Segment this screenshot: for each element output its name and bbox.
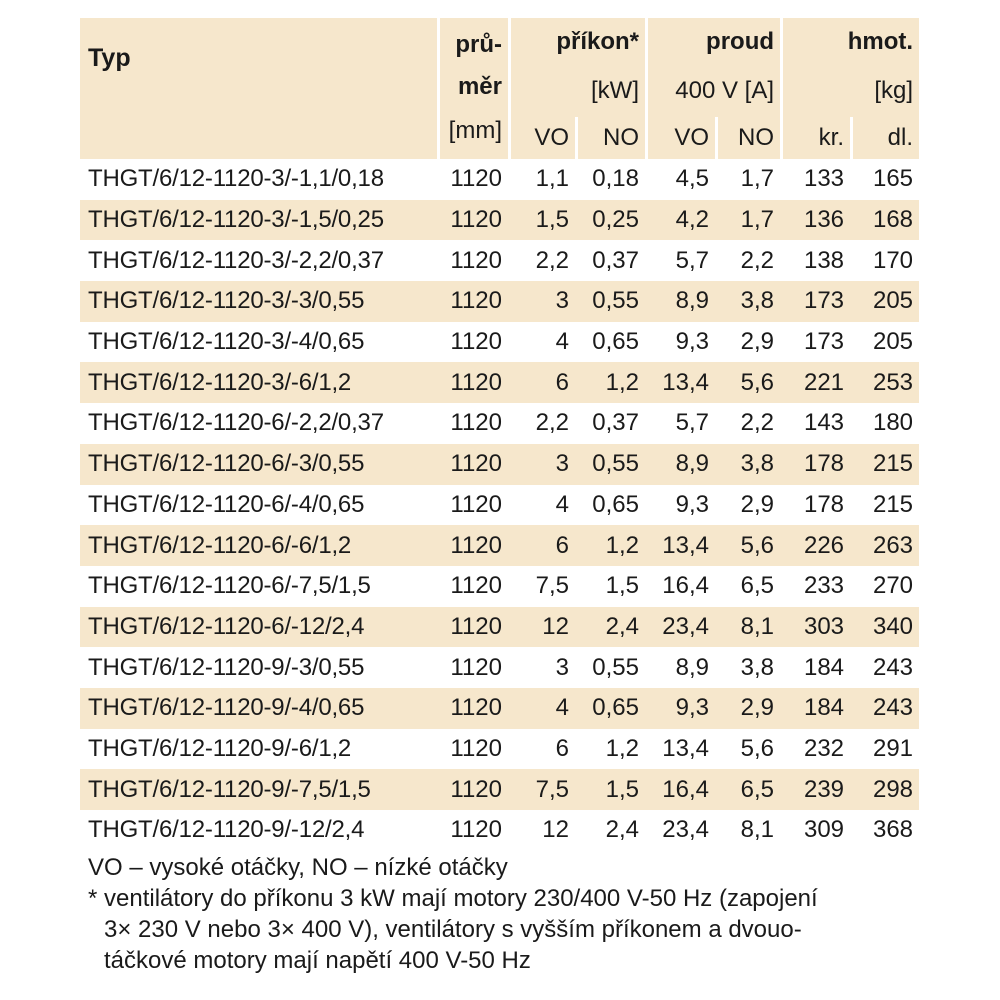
cell-hmot-kr: 303 (780, 607, 850, 648)
cell-prikon-vo: 4 (508, 688, 575, 729)
cell-prumer: 1120 (437, 688, 508, 729)
cell-proud-no: 2,2 (740, 246, 775, 274)
header-sub-hmot-kr: kr. (780, 117, 850, 159)
cell-prikon-vo: 3 (508, 281, 575, 322)
cell-prikon-vo: 1,1 (535, 165, 569, 193)
cell-prumer: 1120 (437, 200, 508, 241)
cell-prumer: 1120 (437, 769, 508, 810)
cell-proud-vo: 9,3 (645, 688, 715, 729)
cell-prikon-vo: 12 (508, 607, 575, 648)
cell-hmot-kr: 232 (803, 734, 845, 762)
cell-prikon-vo: 7,5 (508, 769, 575, 810)
cell-prikon-vo: 6 (555, 734, 569, 762)
cell-prikon-no: 0,18 (592, 165, 639, 193)
cell-proud-no: 5,6 (740, 734, 775, 762)
cell-proud-vo: 23,4 (662, 816, 709, 844)
cell-hmot-dl: 170 (872, 246, 914, 274)
cell-hmot-kr: 136 (780, 200, 850, 241)
cell-prikon-vo: 2,2 (535, 246, 569, 274)
cell-hmot-kr: 221 (780, 362, 850, 403)
table-row (80, 647, 919, 688)
cell-proud-no: 8,1 (715, 607, 780, 648)
footnotes (88, 852, 928, 976)
table-row (80, 525, 919, 566)
cell-prumer: 1120 (450, 409, 502, 437)
cell-prikon-no: 1,5 (575, 769, 645, 810)
note-power-line3: táčkové motory mají napětí 400 V-50 Hz (104, 947, 531, 974)
cell-prikon-vo: 1,5 (508, 200, 575, 241)
cell-prikon-vo: 12 (542, 816, 569, 844)
table-body (80, 159, 919, 851)
cell-prikon-no: 1,2 (605, 734, 639, 762)
cell-proud-vo: 23,4 (645, 607, 715, 648)
cell-typ: THGT/6/12-1120-9/-4/0,65 (80, 688, 437, 729)
header-hmot: hmot. (780, 18, 919, 73)
cell-typ: THGT/6/12-1120-3/-6/1,2 (80, 362, 437, 403)
note-power-line1: * ventilátory do příkonu 3 kW mají motory 230/400 V-50 Hz (zapojení (88, 885, 818, 912)
cell-proud-vo: 8,9 (645, 444, 715, 485)
cell-proud-no: 8,1 (740, 816, 775, 844)
cell-typ: THGT/6/12-1120-6/-3/0,55 (80, 444, 437, 485)
cell-hmot-dl: 243 (872, 653, 914, 681)
table-row (80, 729, 919, 770)
cell-prumer: 1120 (450, 653, 502, 681)
cell-typ: THGT/6/12-1120-6/-2,2/0,37 (88, 409, 384, 437)
table-row (80, 566, 919, 607)
cell-hmot-kr: 173 (803, 328, 845, 356)
cell-proud-no: 6,5 (715, 769, 780, 810)
header-prikon: příkon* (508, 18, 645, 73)
cell-typ: THGT/6/12-1120-6/-6/1,2 (80, 525, 437, 566)
cell-prikon-no: 0,55 (575, 281, 645, 322)
cell-proud-vo: 9,3 (675, 328, 709, 356)
header-hmot-unit: [kg] (780, 73, 919, 117)
cell-hmot-dl: 215 (850, 444, 919, 485)
cell-proud-vo: 5,7 (675, 246, 709, 274)
cell-prumer: 1120 (437, 281, 508, 322)
cell-typ: THGT/6/12-1120-3/-1,5/0,25 (80, 200, 437, 241)
cell-prikon-no: 2,4 (605, 816, 639, 844)
cell-prikon-vo: 6 (508, 362, 575, 403)
cell-hmot-dl: 243 (850, 688, 919, 729)
cell-prumer: 1120 (450, 246, 502, 274)
note-abbreviations: VO – vysoké otáčky, NO – nízké otáčky (88, 854, 508, 881)
cell-typ: THGT/6/12-1120-6/-7,5/1,5 (88, 572, 371, 600)
cell-prumer: 1120 (437, 525, 508, 566)
cell-hmot-dl: 253 (850, 362, 919, 403)
header-prikon-unit: [kW] (508, 73, 645, 117)
header-sub-proud-vo: VO (645, 117, 715, 159)
table-row (80, 403, 919, 444)
table-row (80, 200, 919, 241)
cell-prumer: 1120 (437, 362, 508, 403)
cell-proud-no: 3,8 (715, 444, 780, 485)
cell-prikon-no: 0,37 (592, 409, 639, 437)
cell-prikon-no: 2,4 (575, 607, 645, 648)
cell-hmot-kr: 226 (780, 525, 850, 566)
cell-prikon-vo: 6 (508, 525, 575, 566)
table-row (80, 810, 919, 851)
table-row (80, 444, 919, 485)
cell-proud-no: 2,9 (715, 688, 780, 729)
cell-proud-no: 2,9 (740, 490, 775, 518)
cell-prikon-no: 1,2 (575, 362, 645, 403)
cell-hmot-kr: 233 (803, 572, 845, 600)
cell-hmot-dl: 298 (850, 769, 919, 810)
cell-hmot-dl: 263 (850, 525, 919, 566)
cell-hmot-dl: 165 (872, 165, 914, 193)
header-proud: proud (645, 18, 780, 73)
cell-hmot-dl: 340 (850, 607, 919, 648)
cell-typ: THGT/6/12-1120-9/-7,5/1,5 (80, 769, 437, 810)
cell-prikon-vo: 4 (555, 328, 569, 356)
table-row (80, 281, 919, 322)
cell-hmot-dl: 168 (850, 200, 919, 241)
cell-prumer: 1120 (450, 165, 502, 193)
cell-prikon-no: 0,65 (592, 490, 639, 518)
cell-prikon-no: 0,55 (575, 444, 645, 485)
cell-hmot-dl: 205 (872, 328, 914, 356)
cell-hmot-dl: 215 (872, 490, 914, 518)
header-proud-unit: 400 V [A] (645, 73, 780, 117)
cell-prumer: 1120 (437, 607, 508, 648)
cell-hmot-kr: 138 (803, 246, 845, 274)
cell-prikon-no: 0,25 (575, 200, 645, 241)
cell-proud-no: 3,8 (740, 653, 775, 681)
cell-hmot-dl: 291 (872, 734, 914, 762)
cell-prumer: 1120 (450, 734, 502, 762)
cell-prumer: 1120 (450, 490, 502, 518)
cell-prikon-vo: 4 (555, 490, 569, 518)
header-sub-hmot-dl: dl. (850, 117, 919, 159)
cell-prikon-no: 0,55 (592, 653, 639, 681)
table-header (80, 18, 919, 159)
cell-prikon-no: 0,37 (592, 246, 639, 274)
cell-typ: THGT/6/12-1120-9/-3/0,55 (88, 653, 365, 681)
note-power-line2: 3× 230 V nebo 3× 400 V), ventilátory s vyšším příkonem a dvouo- (104, 916, 802, 943)
cell-hmot-dl: 368 (872, 816, 914, 844)
cell-proud-no: 6,5 (740, 572, 775, 600)
cell-prumer: 1120 (450, 572, 502, 600)
header-prumer-unit: [mm] (437, 117, 508, 159)
cell-proud-no: 3,8 (715, 281, 780, 322)
cell-hmot-dl: 180 (872, 409, 914, 437)
table-row (80, 607, 919, 648)
cell-hmot-kr: 133 (803, 165, 845, 193)
cell-typ: THGT/6/12-1120-3/-3/0,55 (80, 281, 437, 322)
cell-proud-vo: 13,4 (662, 734, 709, 762)
table-row (80, 240, 919, 281)
cell-typ: THGT/6/12-1120-3/-2,2/0,37 (88, 246, 384, 274)
cell-typ: THGT/6/12-1120-6/-12/2,4 (80, 607, 437, 648)
cell-prikon-vo: 3 (555, 653, 569, 681)
cell-hmot-kr: 143 (803, 409, 845, 437)
header-sub-proud-no: NO (715, 117, 780, 159)
header-prumer-l2: měr (437, 73, 508, 117)
cell-prumer: 1120 (450, 328, 502, 356)
cell-proud-no: 2,2 (740, 409, 775, 437)
cell-hmot-kr: 184 (780, 688, 850, 729)
cell-proud-no: 5,6 (715, 362, 780, 403)
cell-prikon-no: 0,65 (592, 328, 639, 356)
cell-proud-vo: 8,9 (675, 653, 709, 681)
table-row (80, 322, 919, 363)
cell-proud-no: 2,9 (740, 328, 775, 356)
cell-proud-no: 1,7 (740, 165, 775, 193)
cell-hmot-dl: 270 (872, 572, 914, 600)
cell-hmot-dl: 205 (850, 281, 919, 322)
cell-typ: THGT/6/12-1120-9/-6/1,2 (88, 734, 352, 762)
cell-hmot-kr: 173 (780, 281, 850, 322)
cell-prikon-vo: 7,5 (535, 572, 569, 600)
spec-table (80, 18, 919, 851)
cell-prikon-vo: 3 (508, 444, 575, 485)
cell-prumer: 1120 (437, 444, 508, 485)
cell-hmot-kr: 309 (803, 816, 845, 844)
table-row (80, 485, 919, 526)
cell-typ: THGT/6/12-1120-3/-1,1/0,18 (88, 165, 384, 193)
cell-proud-no: 1,7 (715, 200, 780, 241)
table-row (80, 362, 919, 403)
header-sub-prikon-vo: VO (508, 117, 575, 159)
cell-hmot-kr: 178 (780, 444, 850, 485)
header-typ: Typ (80, 18, 437, 159)
cell-hmot-kr: 178 (803, 490, 845, 518)
cell-proud-vo: 4,5 (675, 165, 709, 193)
cell-hmot-kr: 184 (803, 653, 845, 681)
cell-typ: THGT/6/12-1120-9/-12/2,4 (88, 816, 365, 844)
cell-proud-vo: 9,3 (675, 490, 709, 518)
cell-proud-vo: 5,7 (675, 409, 709, 437)
cell-prikon-vo: 2,2 (535, 409, 569, 437)
cell-proud-vo: 16,4 (645, 769, 715, 810)
cell-proud-no: 5,6 (715, 525, 780, 566)
table-row (80, 769, 919, 810)
cell-prumer: 1120 (450, 816, 502, 844)
header-prumer-l1: prů- (437, 18, 508, 73)
cell-typ: THGT/6/12-1120-3/-4/0,65 (88, 328, 365, 356)
cell-proud-vo: 4,2 (645, 200, 715, 241)
table-row (80, 159, 919, 200)
cell-proud-vo: 8,9 (645, 281, 715, 322)
cell-typ: THGT/6/12-1120-6/-4/0,65 (88, 490, 365, 518)
table-row (80, 688, 919, 729)
cell-proud-vo: 13,4 (645, 362, 715, 403)
header-sub-prikon-no: NO (575, 117, 645, 159)
cell-proud-vo: 13,4 (645, 525, 715, 566)
cell-prikon-no: 0,65 (575, 688, 645, 729)
cell-prikon-no: 1,5 (605, 572, 639, 600)
cell-proud-vo: 16,4 (662, 572, 709, 600)
cell-hmot-kr: 239 (780, 769, 850, 810)
cell-prikon-no: 1,2 (575, 525, 645, 566)
